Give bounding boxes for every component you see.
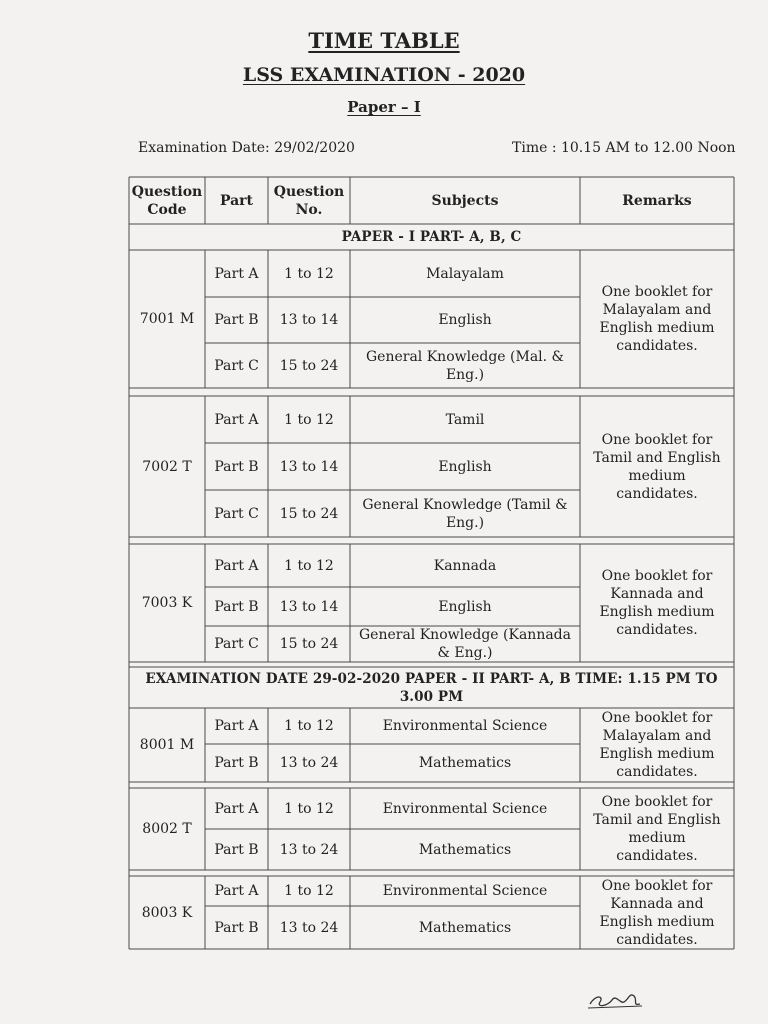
subject-cell: General Knowledge (Kannada & Eng.) <box>358 627 571 661</box>
question-code-7001m: 7001 M <box>139 311 195 327</box>
question-code-7003k: 7003 K <box>141 595 193 611</box>
question-no-cell: 13 to 14 <box>279 598 339 615</box>
part-cell: Part C <box>214 357 259 374</box>
part-cell: Part A <box>214 883 259 899</box>
remarks-cell: One booklet for Malayalam and English medium candidates. <box>599 284 715 354</box>
subject-cell: Environmental Science <box>382 800 548 817</box>
question-code-8001m: 8001 M <box>139 737 195 753</box>
part-cell: Part C <box>214 505 259 522</box>
part-cell: Part A <box>214 411 259 428</box>
header-question-no: Question No. <box>273 183 345 218</box>
question-no-cell: 1 to 12 <box>284 557 334 574</box>
question-no-cell: 13 to 14 <box>279 312 339 328</box>
subject-cell: Malayalam <box>426 265 504 282</box>
question-code-8003k: 8003 K <box>141 904 193 921</box>
section-header-paper-2: EXAMINATION DATE 29-02-2020 PAPER - II PART- A, B TIME: 1.15 PM TO 3.00 PM <box>145 670 718 705</box>
subject-cell: English <box>438 598 492 615</box>
part-cell: Part A <box>214 800 259 817</box>
remarks-cell: One booklet for Kannada and English medium candidates. <box>599 877 715 948</box>
document-title: TIME TABLE <box>308 28 460 53</box>
question-no-cell: 13 to 24 <box>279 919 339 936</box>
remarks-cell: One booklet for Tamil and English medium candidates. <box>593 431 721 502</box>
exam-name: LSS EXAMINATION - 2020 <box>242 64 526 86</box>
subject-cell: General Knowledge (Mal. & Eng.) <box>365 348 565 383</box>
exam-time: Time : 10.15 AM to 12.00 Noon <box>512 140 736 156</box>
subject-cell: English <box>438 312 492 328</box>
part-cell: Part A <box>214 557 259 574</box>
part-cell: Part A <box>214 265 259 282</box>
question-no-cell: 15 to 24 <box>279 357 339 374</box>
subject-cell: Mathematics <box>418 841 512 858</box>
question-no-cell: 1 to 12 <box>284 718 334 734</box>
signature <box>586 986 646 1012</box>
part-cell: Part B <box>214 598 259 615</box>
subject-cell: Environmental Science <box>382 718 548 734</box>
header-subjects: Subjects <box>431 192 499 209</box>
question-no-cell: 15 to 24 <box>279 636 339 652</box>
question-no-cell: 1 to 12 <box>284 800 334 817</box>
section-header-paper-1: PAPER - I PART- A, B, C <box>341 229 522 245</box>
question-no-cell: 15 to 24 <box>279 505 339 522</box>
header-part: Part <box>219 192 254 209</box>
subject-cell: Kannada <box>433 557 497 574</box>
exam-date: Examination Date: 29/02/2020 <box>138 140 355 156</box>
question-no-cell: 13 to 24 <box>279 841 339 858</box>
part-cell: Part B <box>214 755 259 771</box>
subject-cell: Mathematics <box>418 755 512 771</box>
question-code-7002t: 7002 T <box>142 458 192 475</box>
part-cell: Part B <box>214 919 259 936</box>
remarks-cell: One booklet for Tamil and English medium candidates. <box>593 794 721 864</box>
question-no-cell: 1 to 12 <box>284 265 334 282</box>
subject-cell: English <box>438 458 492 475</box>
part-cell: Part B <box>214 458 259 475</box>
question-no-cell: 13 to 24 <box>279 755 339 771</box>
remarks-cell: One booklet for Malayalam and English medium candidates. <box>599 710 715 780</box>
part-cell: Part C <box>214 636 259 652</box>
header-remarks: Remarks <box>622 192 692 209</box>
part-cell: Part B <box>214 312 259 328</box>
part-cell: Part A <box>214 718 259 734</box>
question-code-8002t: 8002 T <box>142 821 192 837</box>
subject-cell: Tamil <box>445 411 485 428</box>
paper-label: Paper – I <box>347 98 421 116</box>
question-no-cell: 1 to 12 <box>284 883 334 899</box>
question-no-cell: 1 to 12 <box>284 411 334 428</box>
header-question-code: Question Code <box>131 183 203 218</box>
part-cell: Part B <box>214 841 259 858</box>
subject-cell: General Knowledge (Tamil & Eng.) <box>362 496 568 531</box>
subject-cell: Environmental Science <box>382 883 548 899</box>
remarks-cell: One booklet for Kannada and English medium candidates. <box>599 568 715 638</box>
subject-cell: Mathematics <box>418 919 512 936</box>
question-no-cell: 13 to 14 <box>279 458 339 475</box>
